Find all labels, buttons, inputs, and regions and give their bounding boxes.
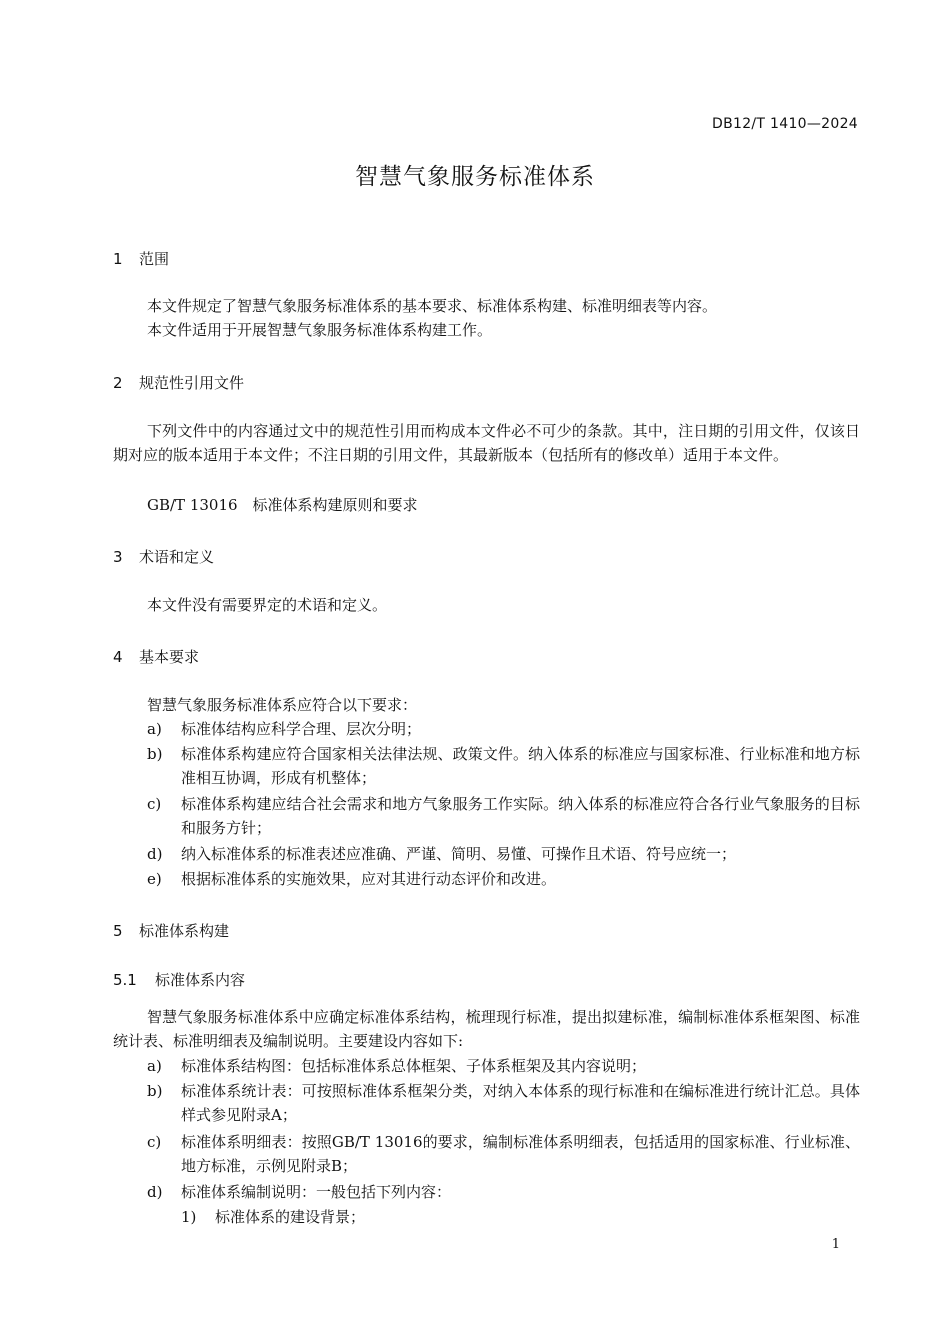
sub-list-text: 标准体系的建设背景； xyxy=(215,1208,366,1226)
list-item xyxy=(147,717,860,741)
list-label: a) xyxy=(147,1057,162,1075)
list-text: 纳入标准体系的标准表述应准确、严谨、简明、易懂、可操作且术语、符号应统一； xyxy=(181,845,737,863)
list-text: 标准体系统计表：可按照标准体系框架分类，对纳入本体系的现行标准和在编标准进行统计汇总。具体样式参见附录A； xyxy=(181,1082,860,1124)
page-number: 1 xyxy=(831,1237,840,1252)
list-item xyxy=(147,792,860,840)
document-number: DB12/T 1410—2024 xyxy=(712,116,858,132)
section-title: 规范性引用文件 xyxy=(139,374,245,392)
list-item xyxy=(147,742,860,790)
section-5-heading xyxy=(113,920,229,941)
paragraph: 本文件适用于开展智慧气象服务标准体系构建工作。 xyxy=(147,321,493,339)
section-number: 4 xyxy=(113,648,123,666)
list-text: 标准体系编制说明：一般包括下列内容： xyxy=(181,1183,452,1201)
section-1-heading xyxy=(113,248,169,269)
section-title: 范围 xyxy=(139,250,170,268)
section-number: 3 xyxy=(113,548,123,566)
paragraph: 本文件规定了智慧气象服务标准体系的基本要求、标准体系构建、标准明细表等内容。 xyxy=(147,297,718,315)
normative-reference: GB/T 13016 标准体系构建原则和要求 xyxy=(147,496,418,514)
document-title: 智慧气象服务标准体系 xyxy=(355,164,595,190)
paragraph: 智慧气象服务标准体系应符合以下要求： xyxy=(147,696,418,714)
list-label: c) xyxy=(147,795,162,813)
sub-list-label: 1) xyxy=(181,1208,197,1226)
sub-list-item xyxy=(181,1205,365,1229)
list-label: c) xyxy=(147,1133,162,1151)
section-number: 5 xyxy=(113,922,123,940)
section-number: 2 xyxy=(113,374,123,392)
list-label: e) xyxy=(147,870,162,888)
list-text: 标准体系构建应结合社会需求和地方气象服务工作实际。纳入体系的标准应符合各行业气象服务的目标和服务方针； xyxy=(181,795,860,837)
section-number: 1 xyxy=(113,250,123,268)
list-label: b) xyxy=(147,1082,163,1100)
section-2-heading xyxy=(113,372,244,393)
paragraph: 本文件没有需要界定的术语和定义。 xyxy=(147,596,388,614)
section-title: 术语和定义 xyxy=(139,548,215,566)
list-text: 标准体系结构图：包括标准体系总体框架、子体系框架及其内容说明； xyxy=(181,1057,647,1075)
section-title: 基本要求 xyxy=(139,648,200,666)
list-item xyxy=(147,1079,860,1127)
list-item xyxy=(147,842,860,866)
section-title: 标准体系构建 xyxy=(139,922,230,940)
list-item xyxy=(147,1130,860,1178)
section-4-heading xyxy=(113,646,199,667)
list-text: 标准体结构应科学合理、层次分明； xyxy=(181,720,422,738)
paragraph: 下列文件中的内容通过文中的规范性引用而构成本文件必不可少的条款。其中，注日期的引用文件，仅该日期对应的版本适用于本文件；不注日期的引用文件，其最新版本（包括所有的修改单）适用于本文件。 xyxy=(113,422,860,464)
list-text: 标准体系构建应符合国家相关法律法规、政策文件。纳入体系的标准应与国家标准、行业标准和地方标准相互协调，形成有机整体； xyxy=(181,745,860,787)
list-text: 根据标准体系的实施效果，应对其进行动态评价和改进。 xyxy=(181,870,557,888)
list-text: 标准体系明细表：按照GB/T 13016的要求，编制标准体系明细表，包括适用的国家标准、行业标准、地方标准，示例见附录B； xyxy=(181,1133,860,1175)
list-item xyxy=(147,1180,860,1204)
list-item xyxy=(147,1054,860,1078)
section-3-heading xyxy=(113,546,214,567)
subsection-number: 5.1 xyxy=(113,971,137,989)
subsection-5-1-heading xyxy=(113,969,245,990)
paragraph: 智慧气象服务标准体系中应确定标准体系结构，梳理现行标准，提出拟建标准，编制标准体系框架图、标准统计表、标准明细表及编制说明。主要建设内容如下: xyxy=(113,1008,860,1050)
list-label: d) xyxy=(147,845,163,863)
list-label: a) xyxy=(147,720,162,738)
subsection-title: 标准体系内容 xyxy=(155,971,246,989)
list-label: b) xyxy=(147,745,163,763)
list-item xyxy=(147,867,860,891)
list-label: d) xyxy=(147,1183,163,1201)
